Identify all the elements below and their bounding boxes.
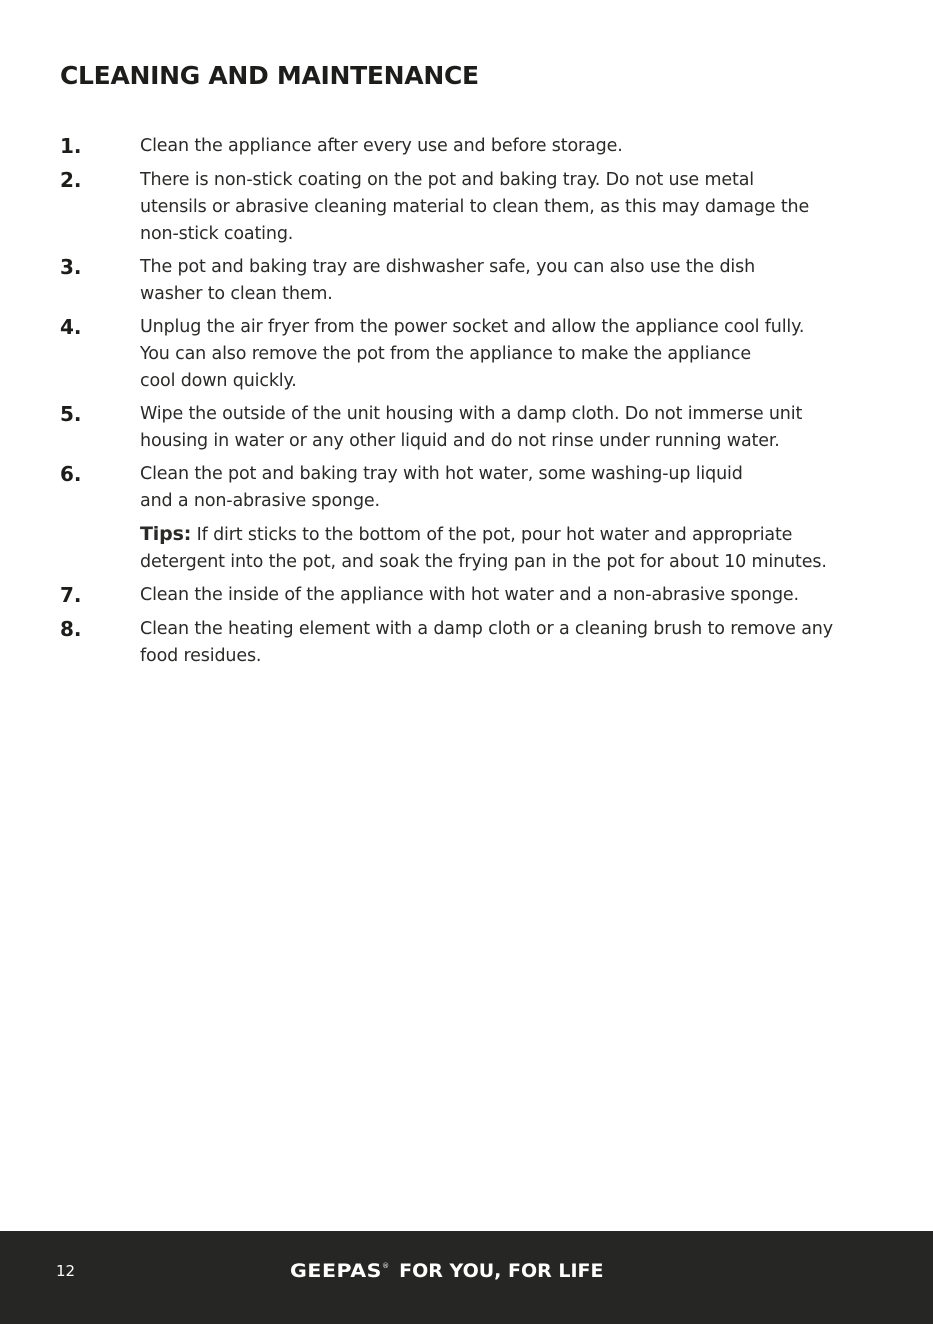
step-number: 7. [60, 583, 82, 607]
step-text: Wipe the outside of the unit housing with a damp cloth. Do not immerse unit housing in water or any other liquid and do not rinse under running water. [140, 404, 803, 451]
registered-mark: ® [382, 1262, 390, 1270]
brand-tagline: FOR YOU, FOR LIFE [399, 1260, 604, 1282]
page-footer [0, 1231, 933, 1324]
step-text: Unplug the air fryer from the power socket and allow the appliance cool fully. You can also remove the pot from the appliance to make the appliance cool down quickly. [140, 317, 805, 391]
tip-text: If dirt sticks to the bottom of the pot, pour hot water and appropriate detergent into the pot, and soak the frying pan in the pot for about 10 minutes. [140, 525, 827, 572]
step-number: 6. [60, 462, 82, 486]
step-number: 1. [60, 134, 82, 158]
tip-note [140, 521, 880, 576]
brand-lockup [290, 1259, 604, 1283]
step-text: Clean the appliance after every use and before storage. [140, 136, 623, 156]
tip-label: Tips: [140, 523, 192, 545]
step-text: Clean the inside of the appliance with hot water and a non-abrasive sponge. [140, 585, 799, 605]
step-text: The pot and baking tray are dishwasher safe, you can also use the dish washer to clean them. [140, 257, 756, 304]
step-number: 4. [60, 315, 82, 339]
step-number: 2. [60, 168, 82, 192]
step-text: Clean the pot and baking tray with hot water, some washing-up liquid and a non-abrasive sponge. [140, 464, 743, 511]
page-number: 12 [56, 1262, 76, 1280]
page-title: CLEANING AND MAINTENANCE [60, 61, 479, 90]
step-number: 3. [60, 255, 82, 279]
brand-logo: GEEPAS [290, 1260, 382, 1282]
step-text: There is non-stick coating on the pot and baking tray. Do not use metal utensils or abrasive cleaning material to clean them, as this may damage the non-stick coating. [140, 170, 810, 244]
step-number: 5. [60, 402, 82, 426]
step-text: Clean the heating element with a damp cloth or a cleaning brush to remove any food residues. [140, 619, 833, 666]
step-number: 8. [60, 617, 82, 641]
